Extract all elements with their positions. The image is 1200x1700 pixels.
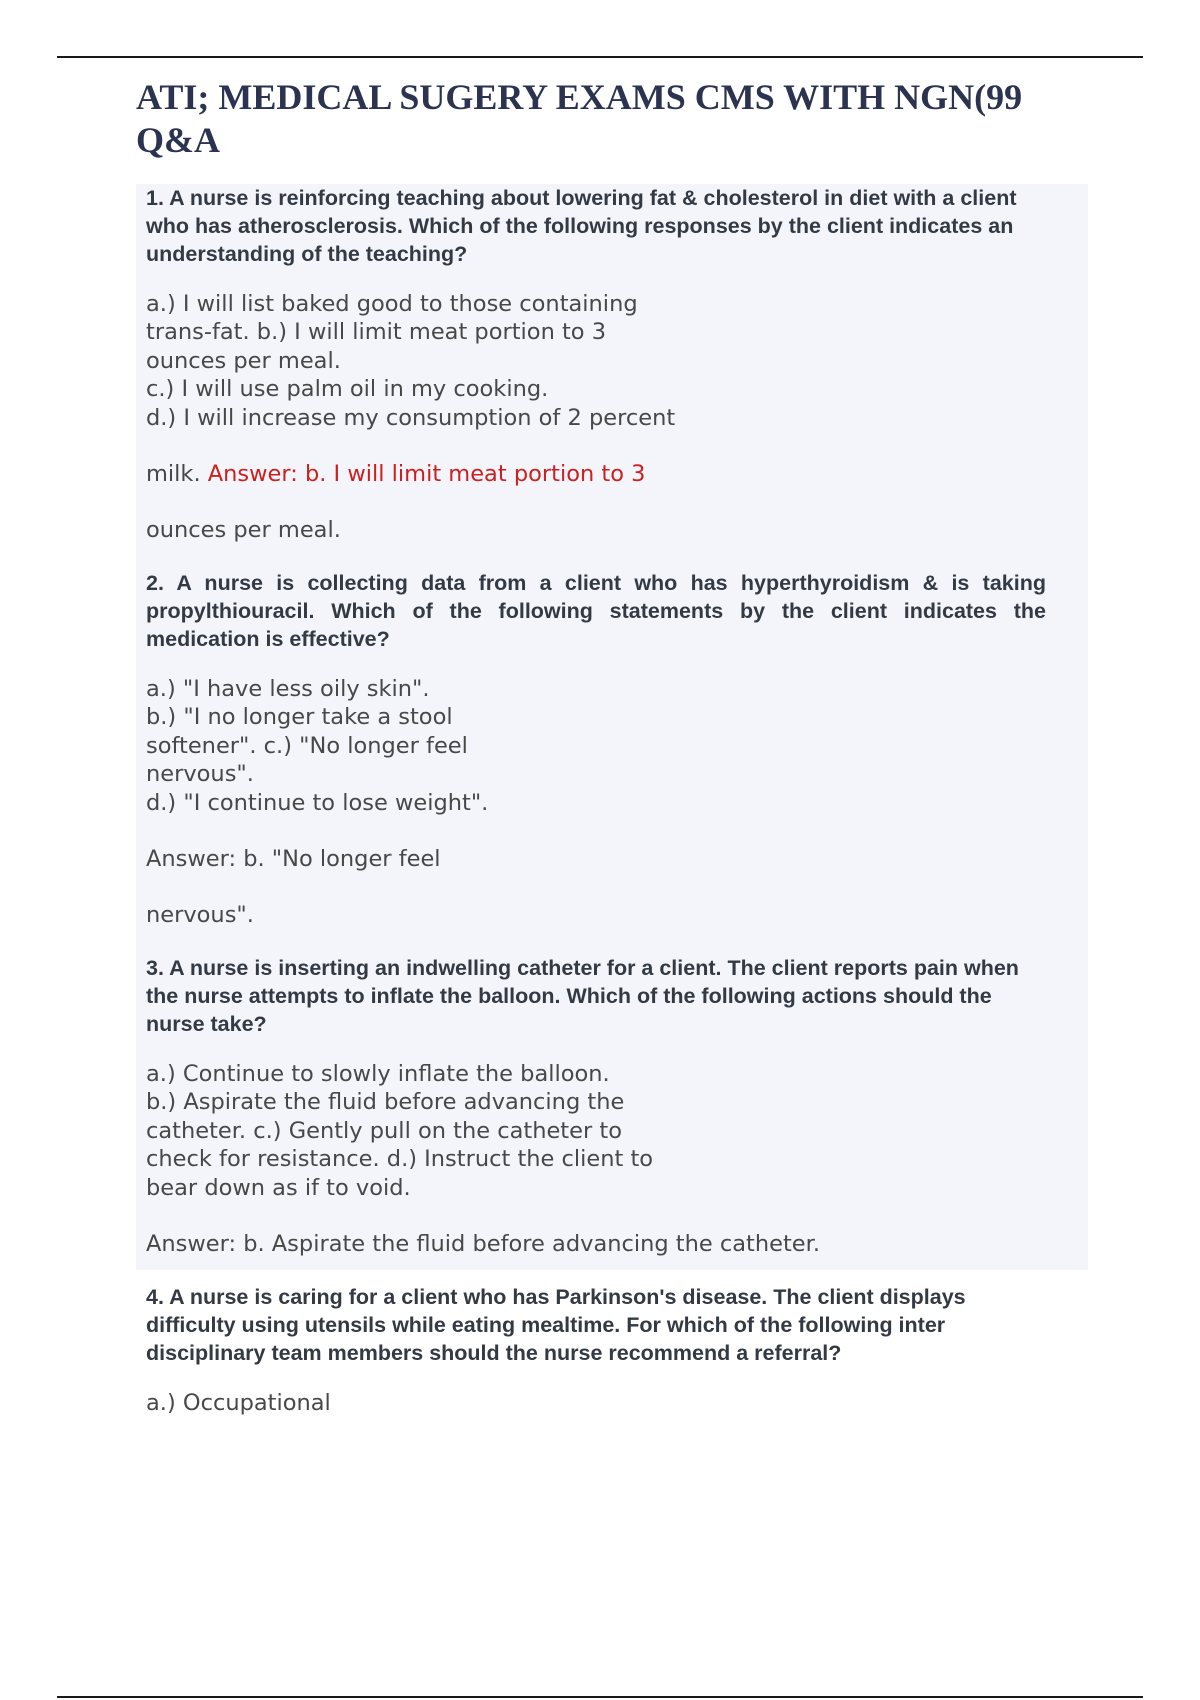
option-line: c.) I will use palm oil in my cooking. <box>146 376 549 403</box>
option-line: b.) Aspirate the fluid before advancing the <box>146 1089 625 1116</box>
option-line: ounces per meal. <box>146 347 341 374</box>
question-2 <box>146 569 1046 929</box>
question-options <box>146 290 1041 432</box>
question-stem: 4. A nurse is caring for a client who has Parkinson's disease. The client displays difficulty using utensils while eating mealtime. For which of the following inter disciplinary team members should the nurse recommend a referral? <box>146 1285 966 1366</box>
answer-text-continued: ounces per meal. <box>146 517 341 544</box>
question-options <box>146 675 1041 817</box>
question-stem: 1. A nurse is reinforcing teaching about lowering fat & cholesterol in diet with a client who has atherosclerosis. Which of the following responses by the client indicates an understanding of the teaching? <box>146 186 1017 266</box>
option-line: trans-fat. b.) I will limit meat portion to 3 <box>146 319 607 346</box>
question-1 <box>146 184 1041 544</box>
document-title: ATI; MEDICAL SUGERY EXAMS CMS WITH NGN(99 Q&A <box>136 77 1023 160</box>
option-line: a.) I will list baked good to those containing <box>146 291 638 317</box>
option-line: a.) "I have less oily skin". <box>146 676 430 703</box>
top-rule <box>57 56 1143 58</box>
option-line: softener". c.) "No longer feel <box>146 732 468 759</box>
option-line: d.) "I continue to lose weight". <box>146 789 489 816</box>
option-line: catheter. c.) Gently pull on the catheter to <box>146 1117 622 1144</box>
question-options <box>146 1389 1041 1417</box>
answer-text: Answer: b. "No longer feel <box>146 846 441 873</box>
answer-text: Answer: b. Aspirate the fluid before advancing the catheter. <box>146 1231 820 1258</box>
option-line: a.) Continue to slowly inflate the balloon. <box>146 1061 610 1088</box>
bottom-rule <box>57 1696 1143 1698</box>
question-stem: 2. A nurse is collecting data from a client who has hyperthyroidism & is taking propylthiouracil. Which of the following statements by the client indicates the medication is effective? <box>146 571 1046 652</box>
option-line: check for resistance. d.) Instruct the client to <box>146 1146 654 1173</box>
option-line: d.) I will increase my consumption of 2 percent <box>146 404 676 431</box>
question-stem: 3. A nurse is inserting an indwelling catheter for a client. The client reports pain when the nurse attempts to inflate the balloon. Which of the following actions should the nurse take? <box>146 956 1019 1037</box>
answer-text: Answer: b. I will limit meat portion to 3 <box>207 461 646 488</box>
question-4 <box>146 1283 1041 1417</box>
option-line: a.) Occupational <box>146 1390 331 1417</box>
option-line: nervous". <box>146 761 254 788</box>
option-line: bear down as if to void. <box>146 1174 411 1201</box>
question-3 <box>146 954 1041 1258</box>
option-continuation: milk. Answer: b. I will limit meat portion to 3 <box>146 461 646 488</box>
option-line: b.) "I no longer take a stool <box>146 704 453 731</box>
question-options <box>146 1060 1041 1202</box>
question-list <box>146 184 1046 1418</box>
answer-text-continued: nervous". <box>146 902 254 929</box>
